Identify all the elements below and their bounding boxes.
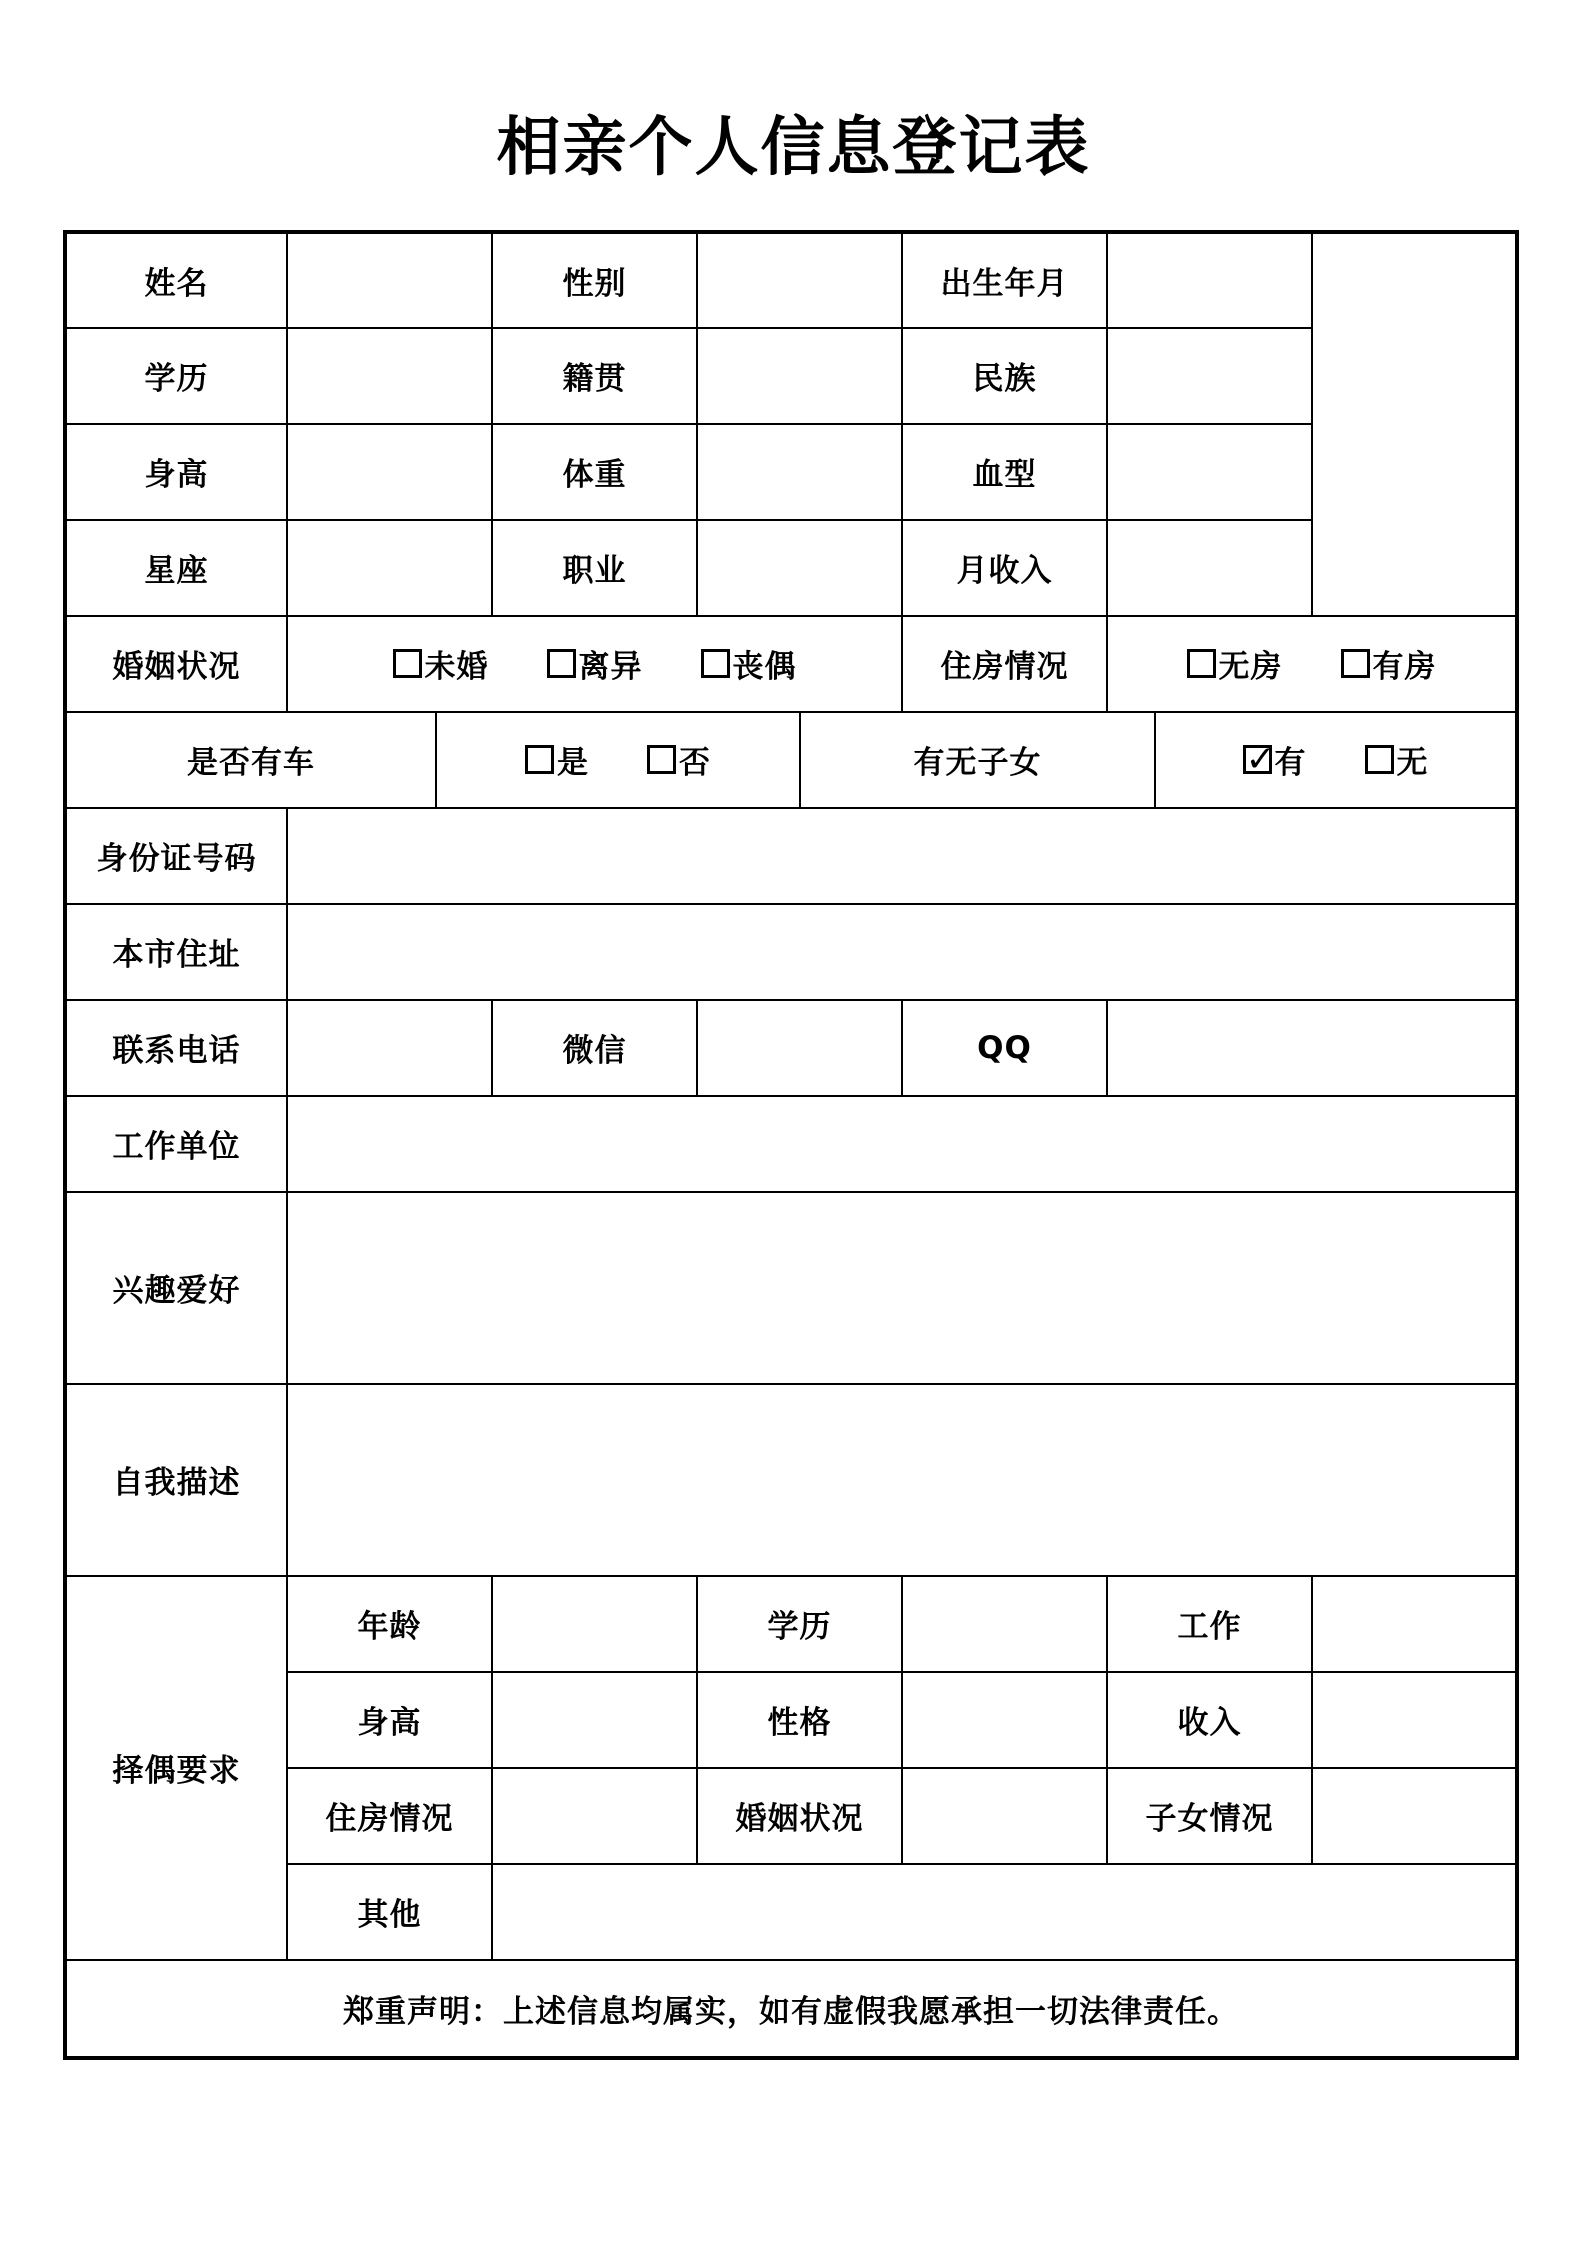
wechat-label: 微信 [492, 1000, 697, 1096]
row-basic-4 [65, 520, 1517, 616]
children-label: 有无子女 [800, 712, 1155, 808]
row-basic-2 [65, 328, 1517, 424]
employer-value-cell [287, 1096, 1517, 1192]
birth-date-value-cell [1107, 232, 1312, 328]
education-value-cell [287, 328, 492, 424]
checkbox-icon [525, 745, 554, 774]
checkbox-icon [547, 649, 576, 678]
req-height-label: 身高 [287, 1672, 492, 1768]
has-car-label: 是否有车 [65, 712, 436, 808]
ethnicity-value-cell [1107, 328, 1312, 424]
qq-value-cell [1107, 1000, 1517, 1096]
id-number-label: 身份证号码 [65, 808, 287, 904]
car-no-option [647, 737, 711, 782]
phone-label: 联系电话 [65, 1000, 287, 1096]
zodiac-label: 星座 [65, 520, 287, 616]
occupation-label: 职业 [492, 520, 697, 616]
req-children-value-cell [1312, 1768, 1517, 1864]
education-label: 学历 [65, 328, 287, 424]
req-education-value-cell [902, 1576, 1107, 1672]
height-label: 身高 [65, 424, 287, 520]
req-education-label: 学历 [697, 1576, 902, 1672]
occupation-value-cell [697, 520, 902, 616]
marital-widowed-label: 丧偶 [732, 649, 797, 686]
car-yes-option [525, 737, 589, 782]
city-address-label: 本市住址 [65, 904, 287, 1000]
zodiac-value-cell [287, 520, 492, 616]
has-car-options-cell [436, 712, 800, 808]
gender-label: 性别 [492, 232, 697, 328]
car-no-label: 否 [679, 745, 711, 782]
req-housing-label: 住房情况 [287, 1768, 492, 1864]
req-age-value-cell [492, 1576, 697, 1672]
row-city-address [65, 904, 1517, 1000]
checkbox-icon [393, 649, 422, 678]
housing-none-label: 无房 [1218, 649, 1283, 686]
req-other-value-cell [492, 1864, 1517, 1960]
height-value-cell [287, 424, 492, 520]
city-address-value-cell [287, 904, 1517, 1000]
marital-unmarried-label: 未婚 [424, 649, 489, 686]
checkbox-icon [1365, 745, 1394, 774]
children-yes-label: 有 [1274, 745, 1307, 782]
name-value-cell [287, 232, 492, 328]
req-children-label: 子女情况 [1107, 1768, 1312, 1864]
housing-label: 住房情况 [902, 616, 1107, 712]
registration-form-table [63, 230, 1519, 2060]
row-declaration [65, 1960, 1517, 2058]
wechat-value-cell [697, 1000, 902, 1096]
row-basic-1 [65, 232, 1517, 328]
monthly-income-value-cell [1107, 520, 1312, 616]
marital-status-options-cell [287, 616, 902, 712]
declaration-text: 郑重声明：上述信息均属实，如有虚假我愿承担一切法律责任。 [65, 1960, 1517, 2058]
marital-widowed-option [701, 641, 797, 686]
row-employer [65, 1096, 1517, 1192]
page-title: 相亲个人信息登记表 [496, 111, 1091, 185]
photo-cell [1312, 232, 1517, 616]
row-id-number [65, 808, 1517, 904]
req-income-value-cell [1312, 1672, 1517, 1768]
marital-unmarried-option [393, 641, 489, 686]
row-hobbies [65, 1192, 1517, 1384]
req-personality-label: 性格 [697, 1672, 902, 1768]
weight-value-cell [697, 424, 902, 520]
phone-value-cell [287, 1000, 492, 1096]
row-basic-3 [65, 424, 1517, 520]
weight-label: 体重 [492, 424, 697, 520]
partner-requirements-label: 择偶要求 [65, 1576, 287, 1960]
checkbox-icon [1341, 649, 1370, 678]
checkbox-icon [1243, 745, 1272, 774]
blood-type-value-cell [1107, 424, 1312, 520]
row-marital-housing [65, 616, 1517, 712]
housing-none-option [1187, 641, 1283, 686]
hobbies-label: 兴趣爱好 [65, 1192, 287, 1384]
ethnicity-label: 民族 [902, 328, 1107, 424]
id-number-value-cell [287, 808, 1517, 904]
monthly-income-label: 月收入 [902, 520, 1107, 616]
req-personality-value-cell [902, 1672, 1107, 1768]
req-age-label: 年龄 [287, 1576, 492, 1672]
req-job-label: 工作 [1107, 1576, 1312, 1672]
req-housing-value-cell [492, 1768, 697, 1864]
checkbox-icon [647, 745, 676, 774]
req-other-label: 其他 [287, 1864, 492, 1960]
row-partner-req-1 [65, 1576, 1517, 1672]
marital-status-label: 婚姻状况 [65, 616, 287, 712]
req-job-value-cell [1312, 1576, 1517, 1672]
row-contact [65, 1000, 1517, 1096]
qq-label: QQ [902, 1000, 1107, 1096]
birth-date-label: 出生年月 [902, 232, 1107, 328]
children-yes-option [1243, 737, 1307, 782]
req-income-label: 收入 [1107, 1672, 1312, 1768]
native-place-label: 籍贯 [492, 328, 697, 424]
row-self-description [65, 1384, 1517, 1576]
req-marital-value-cell [902, 1768, 1107, 1864]
housing-options-cell [1107, 616, 1517, 712]
blood-type-label: 血型 [902, 424, 1107, 520]
housing-own-option [1341, 641, 1437, 686]
hobbies-value-cell [287, 1192, 1517, 1384]
req-marital-label: 婚姻状况 [697, 1768, 902, 1864]
self-description-value-cell [287, 1384, 1517, 1576]
marital-divorced-label: 离异 [578, 649, 643, 686]
children-no-option [1365, 737, 1429, 782]
self-description-label: 自我描述 [65, 1384, 287, 1576]
housing-own-label: 有房 [1372, 649, 1437, 686]
req-height-value-cell [492, 1672, 697, 1768]
marital-divorced-option [547, 641, 643, 686]
employer-label: 工作单位 [65, 1096, 287, 1192]
checkbox-icon [1187, 649, 1216, 678]
checkbox-icon [701, 649, 730, 678]
children-options-cell [1155, 712, 1517, 808]
car-yes-label: 是 [557, 745, 589, 782]
children-no-label: 无 [1396, 745, 1429, 782]
native-place-value-cell [697, 328, 902, 424]
row-car-children [65, 712, 1517, 808]
gender-value-cell [697, 232, 902, 328]
name-label: 姓名 [65, 232, 287, 328]
